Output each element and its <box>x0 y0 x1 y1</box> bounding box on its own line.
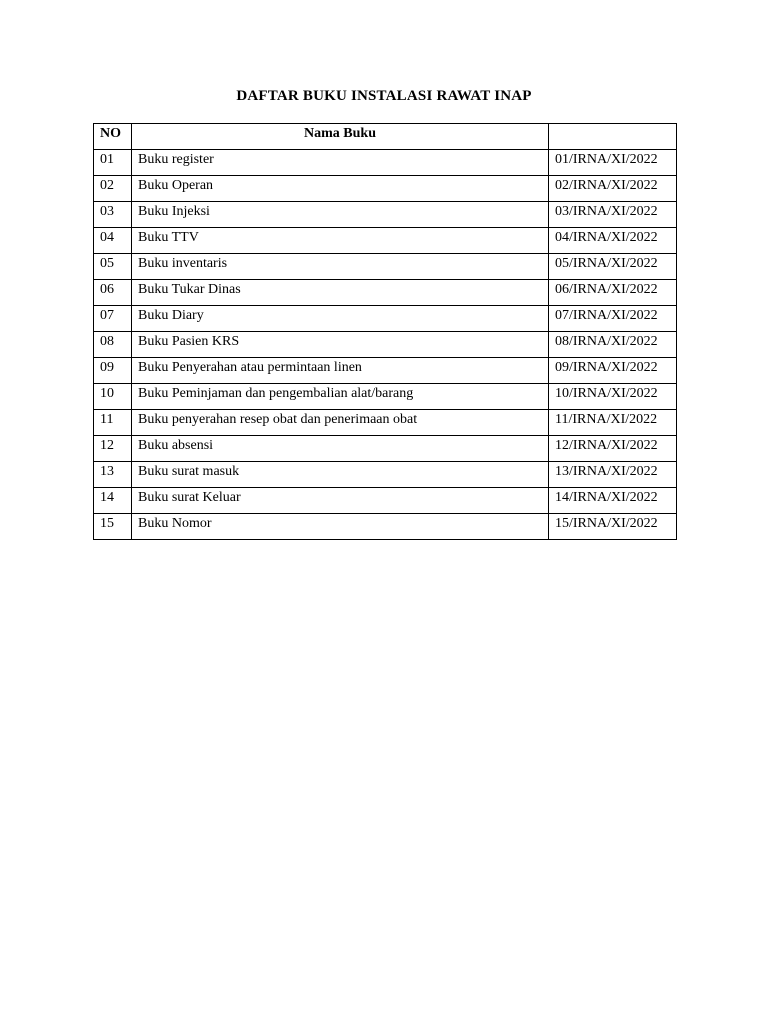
book-name: Buku Nomor <box>132 514 549 540</box>
book-code: 15/IRNA/XI/2022 <box>549 514 677 540</box>
book-code: 03/IRNA/XI/2022 <box>549 202 677 228</box>
book-list-table <box>93 123 677 540</box>
table-row <box>94 436 677 462</box>
book-name: Buku Operan <box>132 176 549 202</box>
row-number: 13 <box>94 462 132 488</box>
table-row <box>94 254 677 280</box>
book-code: 02/IRNA/XI/2022 <box>549 176 677 202</box>
header-no: NO <box>94 124 132 150</box>
row-number: 01 <box>94 150 132 176</box>
table-row <box>94 358 677 384</box>
book-name: Buku surat masuk <box>132 462 549 488</box>
book-name: Buku absensi <box>132 436 549 462</box>
book-name: Buku TTV <box>132 228 549 254</box>
book-name: Buku Peminjaman dan pengembalian alat/barang <box>132 384 549 410</box>
table-row <box>94 228 677 254</box>
table-row <box>94 202 677 228</box>
book-name: Buku register <box>132 150 549 176</box>
table-row <box>94 514 677 540</box>
table-row <box>94 306 677 332</box>
book-name: Buku Pasien KRS <box>132 332 549 358</box>
header-book-name: Nama Buku <box>132 124 549 150</box>
row-number: 04 <box>94 228 132 254</box>
row-number: 08 <box>94 332 132 358</box>
row-number: 15 <box>94 514 132 540</box>
table-row <box>94 280 677 306</box>
row-number: 03 <box>94 202 132 228</box>
book-code: 04/IRNA/XI/2022 <box>549 228 677 254</box>
book-code: 13/IRNA/XI/2022 <box>549 462 677 488</box>
book-code: 10/IRNA/XI/2022 <box>549 384 677 410</box>
book-code: 07/IRNA/XI/2022 <box>549 306 677 332</box>
table-row <box>94 462 677 488</box>
table-row <box>94 384 677 410</box>
book-name: Buku Penyerahan atau permintaan linen <box>132 358 549 384</box>
table-row <box>94 176 677 202</box>
row-number: 06 <box>94 280 132 306</box>
row-number: 07 <box>94 306 132 332</box>
row-number: 10 <box>94 384 132 410</box>
book-name: Buku surat Keluar <box>132 488 549 514</box>
book-code: 01/IRNA/XI/2022 <box>549 150 677 176</box>
row-number: 14 <box>94 488 132 514</box>
book-code: 09/IRNA/XI/2022 <box>549 358 677 384</box>
book-name: Buku Injeksi <box>132 202 549 228</box>
table-row <box>94 410 677 436</box>
book-name: Buku Diary <box>132 306 549 332</box>
page-title: DAFTAR BUKU INSTALASI RAWAT INAP <box>236 88 532 104</box>
table-row <box>94 332 677 358</box>
book-code: 11/IRNA/XI/2022 <box>549 410 677 436</box>
book-name: Buku penyerahan resep obat dan penerimaan obat <box>132 410 549 436</box>
book-code: 14/IRNA/XI/2022 <box>549 488 677 514</box>
row-number: 12 <box>94 436 132 462</box>
book-code: 12/IRNA/XI/2022 <box>549 436 677 462</box>
header-code <box>549 124 677 150</box>
book-name: Buku Tukar Dinas <box>132 280 549 306</box>
table-row <box>94 150 677 176</box>
row-number: 05 <box>94 254 132 280</box>
book-code: 08/IRNA/XI/2022 <box>549 332 677 358</box>
book-name: Buku inventaris <box>132 254 549 280</box>
book-code: 06/IRNA/XI/2022 <box>549 280 677 306</box>
row-number: 02 <box>94 176 132 202</box>
row-number: 09 <box>94 358 132 384</box>
table-header-row <box>94 124 677 150</box>
table-row <box>94 488 677 514</box>
book-code: 05/IRNA/XI/2022 <box>549 254 677 280</box>
row-number: 11 <box>94 410 132 436</box>
